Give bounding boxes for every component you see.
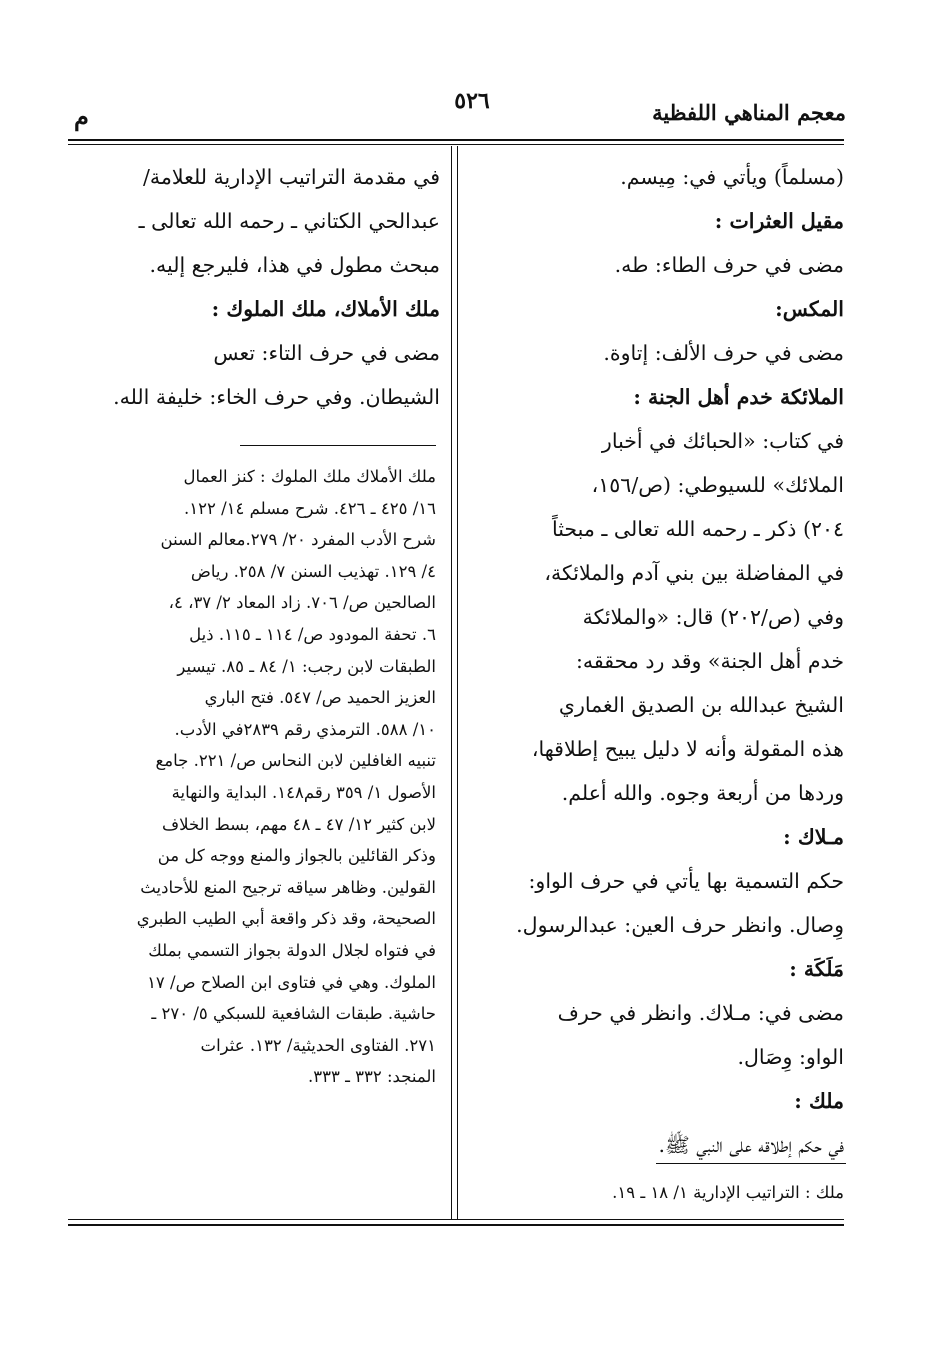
entry-heading: مَلَكَة : <box>789 957 844 981</box>
text-line: هذه المقولة وأنه لا دليل يبيح إطلاقها، <box>531 737 844 761</box>
entry-heading: المكس: <box>775 297 844 321</box>
text-line: في المفاضلة بين بني آدم والملائكة، <box>544 561 844 585</box>
text-line: في فتواه لجلال الدولة بجواز التسمي بملك <box>148 940 436 960</box>
text-line: مضى في: مـلاك. وانظر في حرف <box>557 1001 844 1025</box>
entry-heading: مقيل العثرات : <box>714 209 844 233</box>
text-line: الواو: وِصَال. <box>737 1045 844 1069</box>
text-line: لابن كثير ١٢/ ٤٧ ـ ٤٨ مهم، بسط الخلاف <box>162 814 436 834</box>
text-line: القولين. وظاهر سياقه ترجيح المنع للأحاديث <box>140 877 436 897</box>
entry-heading: مـلاك : <box>783 825 844 849</box>
text-line: ١٠/ ٥٨٨. الترمذي رقم ٢٨٣٩في الأدب. <box>174 719 436 739</box>
text-line: في كتاب: «الحبائك في أخبار <box>601 429 844 453</box>
header-rule-top <box>68 139 844 141</box>
text-line: خدم أهل الجنة» وقد رد محققه: <box>576 649 844 673</box>
text-line: ملك الأملاك ملك الملوك : كنز العمال <box>183 467 436 486</box>
entry-heading: ملك : <box>794 1089 844 1113</box>
footnote-separator-left <box>240 445 436 446</box>
footnotes-left <box>70 461 436 1093</box>
text-line: الشيطان. وفي حرف الخاء: خليفة الله. <box>113 385 440 409</box>
text-line: حكم التسمية بها يأتي في حرف الواو: <box>528 869 844 893</box>
footer-rule-bottom <box>68 1224 844 1226</box>
footnote-separator-right <box>656 1163 846 1164</box>
text-line: عبدالحي الكتاني ـ رحمه الله تعالى ـ <box>138 209 440 233</box>
text-line: المنجد: ٣٣٢ ـ ٣٣٣. <box>307 1067 436 1087</box>
text-line: الصحيحة، وقد ذكر واقعة أبي الطيب الطبري <box>136 909 436 929</box>
text-line: العزيز الحميد ص/ ٥٤٧. فتح الباري <box>204 688 436 708</box>
text-line: (مسلماً) ويأتي في: مِيسم. <box>620 165 844 189</box>
entry-heading: الملائكة خدم أهل الجنة : <box>633 385 844 409</box>
text-line: الملوك. وهي في فتاوى ابن الصلاح ص/ ١٧ <box>147 972 436 992</box>
text-line: وذكر القائلين بالجواز والمنع ووجه كل من <box>157 846 436 866</box>
column-divider-right <box>457 146 458 1220</box>
text-line: تنبيه الغافلين لابن النحاس ص/ ٢٢١. جامع <box>155 751 436 771</box>
footer-rule-top <box>68 1219 844 1220</box>
text-line: ٦. تحفة المودود ص/ ١١٤ ـ ١١٥. ذيل <box>189 624 436 644</box>
text-line: مضى في حرف التاء: تعس <box>213 341 440 365</box>
text-line: ٢٧١. الفتاوى الحديثية/ ١٣٢. عثرات <box>200 1035 436 1055</box>
text-line: الملائك» للسيوطي: (ص/١٥٦، <box>591 473 844 497</box>
text-line: ملك : التراتيب الإدارية ١/ ١٨ ـ ١٩. <box>612 1183 844 1202</box>
left-column <box>70 155 440 419</box>
right-column <box>466 155 844 1167</box>
text-line: مضى في حرف الألف: إتاوة. <box>603 341 844 365</box>
running-title: معجم المناهي اللفظية <box>652 100 846 125</box>
entry-heading: ملك الأملاك، ملك الملوك : <box>211 297 440 321</box>
text-line: ٢٠٤) ذكر ـ رحمه الله تعالى ـ مبحثاً <box>551 517 844 541</box>
text-line: الطبقات لابن رجب: ١/ ٨٤ ـ ٨٥. تيسير <box>177 656 436 676</box>
footnotes-right <box>466 1177 844 1209</box>
text-line: ٤/ ١٢٩. تهذيب السنن ٧/ ٢٥٨. رياض <box>190 561 436 581</box>
text-line: ١٦/ ٤٢٥ ـ ٤٢٦. شرح مسلم ١٤/ ١٢٢. <box>183 498 436 518</box>
text-line: مضى في حرف الطاء: طه. <box>614 253 844 277</box>
text-line: شرح الأدب المفرد ٢٠/ ٢٧٩.معالم السنن <box>160 530 436 550</box>
text-line: الشيخ عبدالله بن الصديق الغماري <box>558 693 844 717</box>
header-rule-bottom <box>68 144 844 145</box>
text-line: في حكم إطلاقه على النبي ﷺ. <box>658 1133 844 1157</box>
text-line: الأصول ١/ ٣٥٩ رقم١٤٨. البداية والنهاية <box>171 782 436 802</box>
text-line: الصالحين ص/ ٧٠٦. زاد المعاد ٢/ ٣٧، ٤، <box>168 593 436 613</box>
page-number: ٥٢٦ <box>454 88 490 114</box>
text-line: في مقدمة التراتيب الإدارية للعلامة/ <box>142 165 440 189</box>
section-letter: م <box>74 102 89 131</box>
text-line: وردها من أربعة وجوه. والله أعلم. <box>561 781 844 805</box>
text-line: حاشية. طبقات الشافعية للسبكي ٥/ ٢٧٠ ـ <box>151 1004 436 1024</box>
column-divider-left <box>451 146 452 1220</box>
text-line: مبحث مطول في هذا، فليرجع إليه. <box>149 253 440 277</box>
text-line: وِصال. وانظر حرف العين: عبدالرسول. <box>516 913 844 937</box>
text-line: وفي (ص/٢٠٢) قال: «والملائكة <box>582 605 844 629</box>
